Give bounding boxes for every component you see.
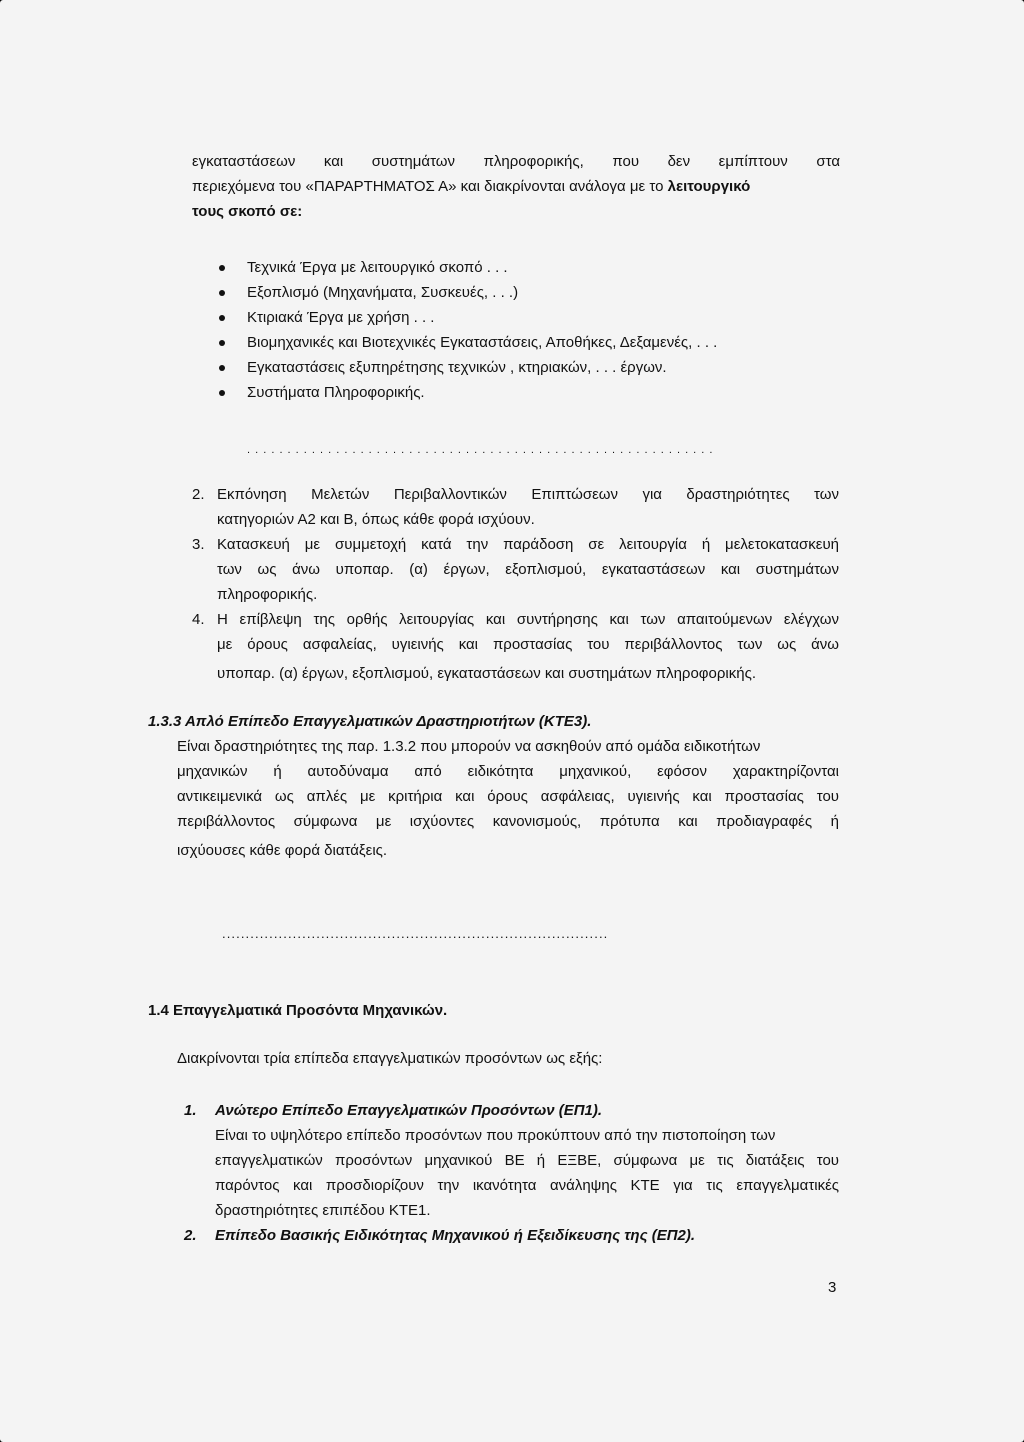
- bullet-icon: [219, 390, 225, 396]
- section-1-4-intro: Διακρίνονται τρία επίπεδα επαγγελματικών προσόντων ως εξής:: [177, 1050, 603, 1067]
- item-2-line-1: Εκπόνηση Μελετών Περιβαλλοντικών Επιπτώσεων για δραστηριότητες των: [217, 486, 839, 503]
- intro-line-2-text: περιεχόμενα του «ΠΑΡΑΡΤΗΜΑΤΟΣ Α» και διακρίνονται ανάλογα με το: [192, 178, 668, 195]
- bullet-item: Εγκαταστάσεις εξυπηρέτησης τεχνικών , κτηριακών, . . . έργων.: [247, 359, 667, 376]
- bullet-icon: [219, 265, 225, 271]
- page-number: 3: [828, 1279, 837, 1296]
- section-1-3-3-line-5: ισχύουσες κάθε φορά διατάξεις.: [177, 842, 388, 859]
- section-1-4-heading: 1.4 Επαγγελματικά Προσόντα Μηχανικών.: [148, 1002, 448, 1019]
- item-number: 1.: [184, 1102, 197, 1119]
- item-4-line-2: με όρους ασφαλείας, υγιεινής και προστασίας του περιβάλλοντος των ως άνω: [217, 636, 839, 653]
- item-2-line-2: κατηγοριών Α2 και Β, όπως κάθε φορά ισχύουν.: [217, 511, 535, 528]
- level-1-line-1: Είναι το υψηλότερο επίπεδο προσόντων που προκύπτουν από την πιστοποίηση των: [215, 1127, 776, 1144]
- intro-line-1: εγκαταστάσεων και συστημάτων πληροφορικής, που δεν εμπίπτουν στα: [192, 153, 840, 170]
- ellipsis-separator: . . . . . . . . . . . . . . . . . . . . . . . . . . . . . . . . . . . . . . . . . . . . . . . . . . . . . . . . . .: [247, 444, 714, 456]
- level-1-heading: Ανώτερο Επίπεδο Επαγγελματικών Προσόντων (ΕΠ1).: [215, 1102, 603, 1119]
- section-1-3-3-line-1: Είναι δραστηριότητες της παρ. 1.3.2 που μπορούν να ασκηθούν από ομάδα ειδικοτήτων: [177, 738, 761, 755]
- ellipsis-separator: ..................................................................................: [222, 926, 609, 941]
- item-4-line-3: υποπαρ. (α) έργων, εξοπλισμού, εγκαταστάσεων και συστημάτων πληροφορικής.: [217, 665, 756, 682]
- bullet-icon: [219, 365, 225, 371]
- level-1-line-2: επαγγελματικών προσόντων μηχανικού ΒΕ ή ΕΞΒΕ, σύμφωνα με τις διατάξεις του: [215, 1152, 839, 1169]
- item-number: 2.: [184, 1227, 197, 1244]
- bullet-item: Κτιριακά Έργα με χρήση . . .: [247, 309, 435, 326]
- bullet-icon: [219, 340, 225, 346]
- item-3-line-1: Κατασκευή με συμμετοχή κατά την παράδοση σε λειτουργία ή μελετοκατασκευή: [217, 536, 839, 553]
- section-1-3-3-line-3: αντικειμενικά ως απλές με κριτήρια και όρους ασφάλειας, υγιεινής και προστασίας του: [177, 788, 839, 805]
- bullet-icon: [219, 290, 225, 296]
- level-1-line-3: παρόντος και προσδιορίζουν την ικανότητα ανάληψης ΚΤΕ για τις επαγγελματικές: [215, 1177, 839, 1194]
- section-1-3-3-line-4: περιβάλλοντος σύμφωνα με ισχύοντες κανονισμούς, πρότυπα και προδιαγραφές ή: [177, 813, 839, 830]
- item-3-line-3: πληροφορικής.: [217, 586, 318, 603]
- bullet-icon: [219, 315, 225, 321]
- section-1-3-3-line-2: μηχανικών ή αυτοδύναμα από ειδικότητα μηχανικού, εφόσον χαρακτηρίζονται: [177, 763, 839, 780]
- bullet-item: Τεχνικά Έργα με λειτουργικό σκοπό . . .: [247, 259, 508, 276]
- item-3-line-2: των ως άνω υποπαρ. (α) έργων, εξοπλισμού, εγκαταστάσεων και συστημάτων: [217, 561, 839, 578]
- bullet-item: Εξοπλισμό (Μηχανήματα, Συσκευές, . . .): [247, 284, 519, 301]
- level-2-heading: Επίπεδο Βασικής Ειδικότητας Μηχανικού ή Εξειδίκευσης της (ΕΠ2).: [215, 1227, 696, 1244]
- bullet-item: Συστήματα Πληροφορικής.: [247, 384, 425, 401]
- level-1-line-4: δραστηριότητες επιπέδου ΚΤΕ1.: [215, 1202, 431, 1219]
- intro-line-3: τους σκοπό σε:: [192, 203, 303, 220]
- item-number: 2.: [192, 486, 205, 503]
- section-1-3-3-heading: 1.3.3 Απλό Επίπεδο Επαγγελματικών Δραστηριοτήτων (ΚΤΕ3).: [148, 713, 592, 730]
- intro-line-2: [192, 177, 750, 197]
- intro-bold-word: λειτουργικό: [667, 178, 751, 195]
- item-4-line-1: Η επίβλεψη της ορθής λειτουργίας και συντήρησης και των απαιτούμενων ελέγχων: [217, 611, 839, 628]
- bullet-item: Βιομηχανικές και Βιοτεχνικές Εγκαταστάσεις, Αποθήκες, Δεξαμενές, . . .: [247, 334, 718, 351]
- item-number: 4.: [192, 611, 205, 628]
- item-number: 3.: [192, 536, 205, 553]
